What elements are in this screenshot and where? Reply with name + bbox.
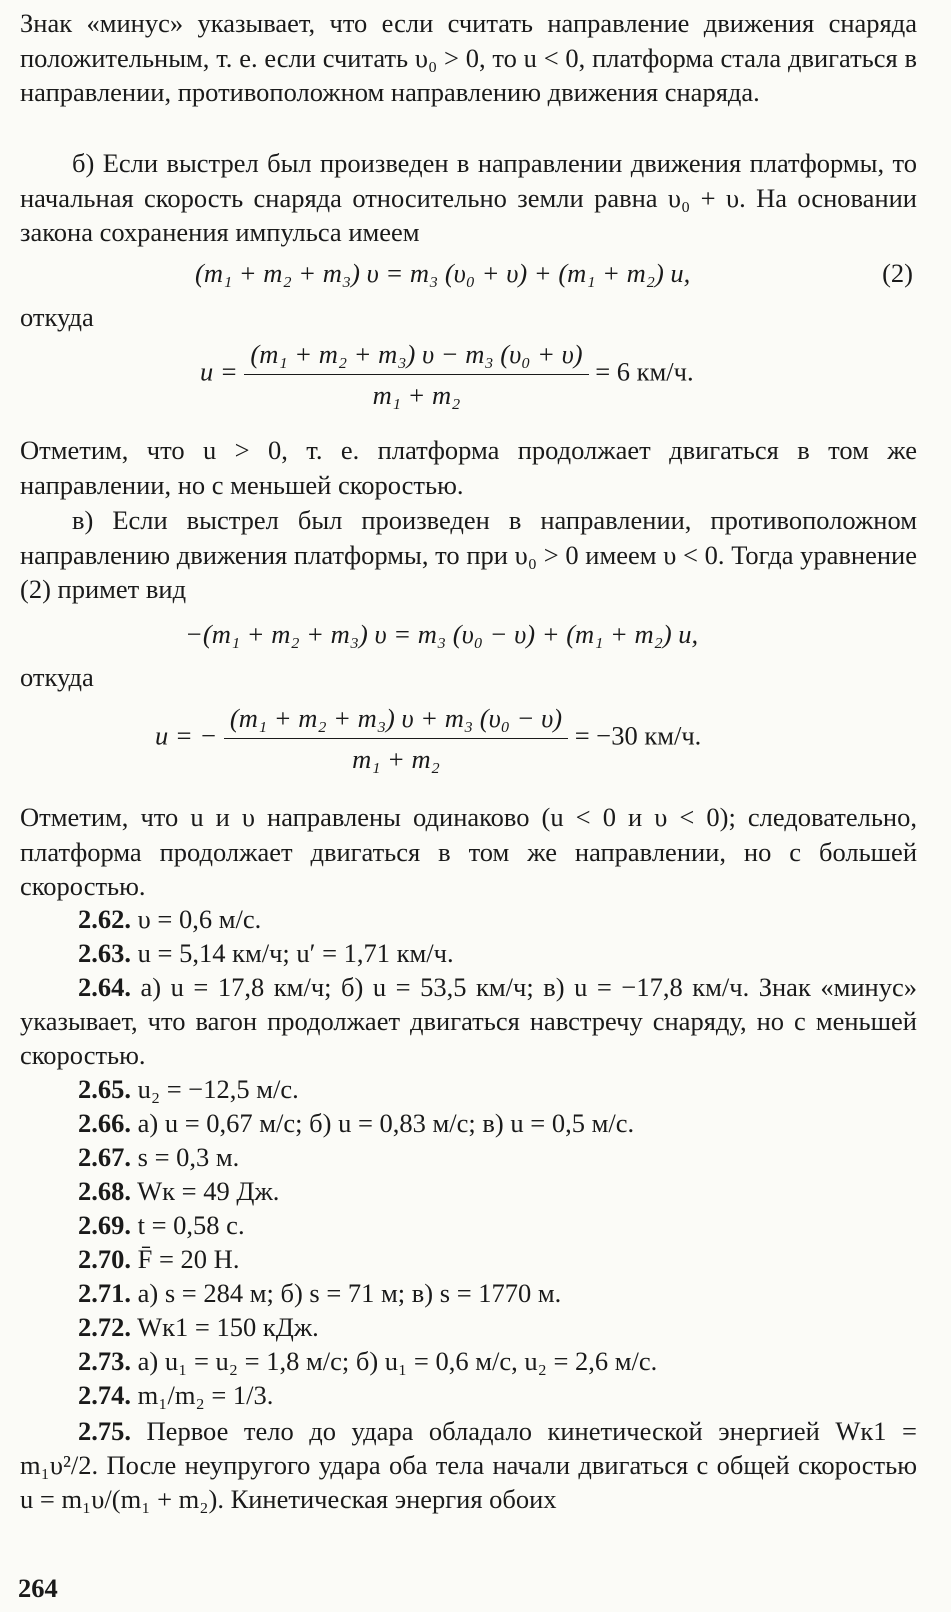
answer-text: υ = 0,6 м/с. [137, 904, 262, 934]
formula-u-case-c [155, 700, 701, 777]
equation-number-2: (2) [882, 258, 913, 288]
answer-item [78, 1344, 917, 1378]
answer-text: а) u = 17,8 км/ч; б) u = 53,5 км/ч; в) u = −17,8 км/ч. Знак «минус» указывает, что вагон продолжает двигаться навстречу снаряду, но с меньшей скоростью. [20, 972, 917, 1070]
answer-item [78, 1242, 917, 1276]
answer-number: 2.72. [78, 1312, 131, 1342]
answer-text: s = 0,3 м. [137, 1142, 240, 1172]
paragraph-note-u-positive: Отметим, что u > 0, т. е. платформа продолжает двигаться в том же направлении, но с меньшей скоростью. [20, 435, 917, 500]
answer-item [78, 1276, 917, 1310]
answer-item [78, 1106, 917, 1140]
answer-number: 2.67. [78, 1142, 131, 1172]
answer-item [78, 1140, 917, 1174]
answer-item [78, 902, 917, 936]
answer-number: 2.75. [78, 1416, 131, 1446]
answer-item [78, 1378, 917, 1412]
answer-text: Wк1 = 150 кДж. [137, 1312, 319, 1342]
equation-momentum-b: (m₁ + m₂ + m₃) υ = m₃ (υ₀ + υ) + (m₁ + m₂) u, [195, 258, 691, 288]
answer-number: 2.62. [78, 904, 131, 934]
fraction [224, 700, 568, 777]
word-otkuda-2: откуда [20, 662, 94, 692]
formula-result: = 6 км/ч. [595, 356, 694, 387]
answer-number: 2.63. [78, 938, 131, 968]
answer-item [78, 1072, 917, 1106]
answer-text: u₂ = −12,5 м/с. [137, 1074, 299, 1104]
fraction-denominator: m₁ + m₂ [372, 380, 461, 410]
answer-text: а) s = 284 м; б) s = 71 м; в) s = 1770 м. [137, 1278, 562, 1308]
answer-item [20, 970, 917, 1072]
answer-text: F̄ = 20 Н. [137, 1244, 240, 1274]
formula-result: = −30 км/ч. [574, 720, 702, 751]
answer-text: а) u₁ = u₂ = 1,8 м/с; б) u₁ = 0,6 м/с, u₂ = 2,6 м/с. [137, 1346, 658, 1376]
page-number: 264 [18, 1573, 58, 1603]
answer-item [78, 1208, 917, 1242]
answer-text: t = 0,58 с. [137, 1210, 245, 1240]
answer-item [78, 936, 917, 970]
paragraph-note-same-direction: Отметим, что u и υ направлены одинаково (u < 0 и υ < 0); следовательно, платформа продолжает двигаться в том же направлении, но с большей скоростью. [20, 802, 917, 901]
answer-number: 2.73. [78, 1346, 131, 1376]
answer-text: m₁/m₂ = 1/3. [137, 1380, 274, 1410]
equation-momentum-c: −(m₁ + m₂ + m₃) υ = m₃ (υ₀ − υ) + (m₁ + m₂) u, [185, 619, 699, 649]
answer-number: 2.64. [78, 972, 131, 1002]
answer-number: 2.69. [78, 1210, 131, 1240]
answer-number: 2.70. [78, 1244, 131, 1274]
word-otkuda-1: откуда [20, 302, 94, 332]
answer-item [78, 1174, 917, 1208]
paragraph-case-c: в) Если выстрел был произведен в направлении, противоположном направлению движения платформы, то при υ₀ > 0 имеем υ < 0. Тогда уравнение (2) примет вид [20, 505, 917, 604]
fraction [244, 336, 588, 413]
answer-item [20, 1414, 917, 1516]
formula-lhs: u = − [155, 720, 218, 751]
answer-number: 2.74. [78, 1380, 131, 1410]
answer-item [78, 1310, 917, 1344]
answer-text: u = 5,14 км/ч; u′ = 1,71 км/ч. [137, 938, 454, 968]
formula-lhs: u = [200, 356, 238, 387]
answer-number: 2.68. [78, 1176, 131, 1206]
answer-number: 2.65. [78, 1074, 131, 1104]
answer-text: Первое тело до удара обладало кинетической энергией Wк1 = m₁υ²/2. После неупругого удара оба тела начали двигаться с общей скоростью u = m₁υ/(m₁ + m₂). Кинетическая энергия обоих [20, 1416, 918, 1514]
paragraph-case-b: б) Если выстрел был произведен в направлении движения платформы, то начальная скорость снаряда относительно земли равна υ₀ + υ. На основании закона сохранения импульса имеем [20, 148, 917, 247]
fraction-numerator: (m₁ + m₂ + m₃) υ + m₃ (υ₀ − υ) [224, 700, 568, 739]
answer-number: 2.71. [78, 1278, 131, 1308]
fraction-numerator: (m₁ + m₂ + m₃) υ − m₃ (υ₀ + υ) [244, 336, 588, 375]
answer-text: Wк = 49 Дж. [137, 1176, 280, 1206]
answer-number: 2.66. [78, 1108, 131, 1138]
formula-u-case-b [200, 336, 694, 413]
fraction-denominator: m₁ + m₂ [352, 744, 440, 774]
paragraph-minus-sign: Знак «минус» указывает, что если считать направление движения снаряда положительным, т. е. если считать υ₀ > 0, то u < 0, платформа стала двигаться в направлении, противоположном направлению движения снаряда. [20, 8, 917, 107]
answer-text: а) u = 0,67 м/с; б) u = 0,83 м/с; в) u = 0,5 м/с. [137, 1108, 635, 1138]
